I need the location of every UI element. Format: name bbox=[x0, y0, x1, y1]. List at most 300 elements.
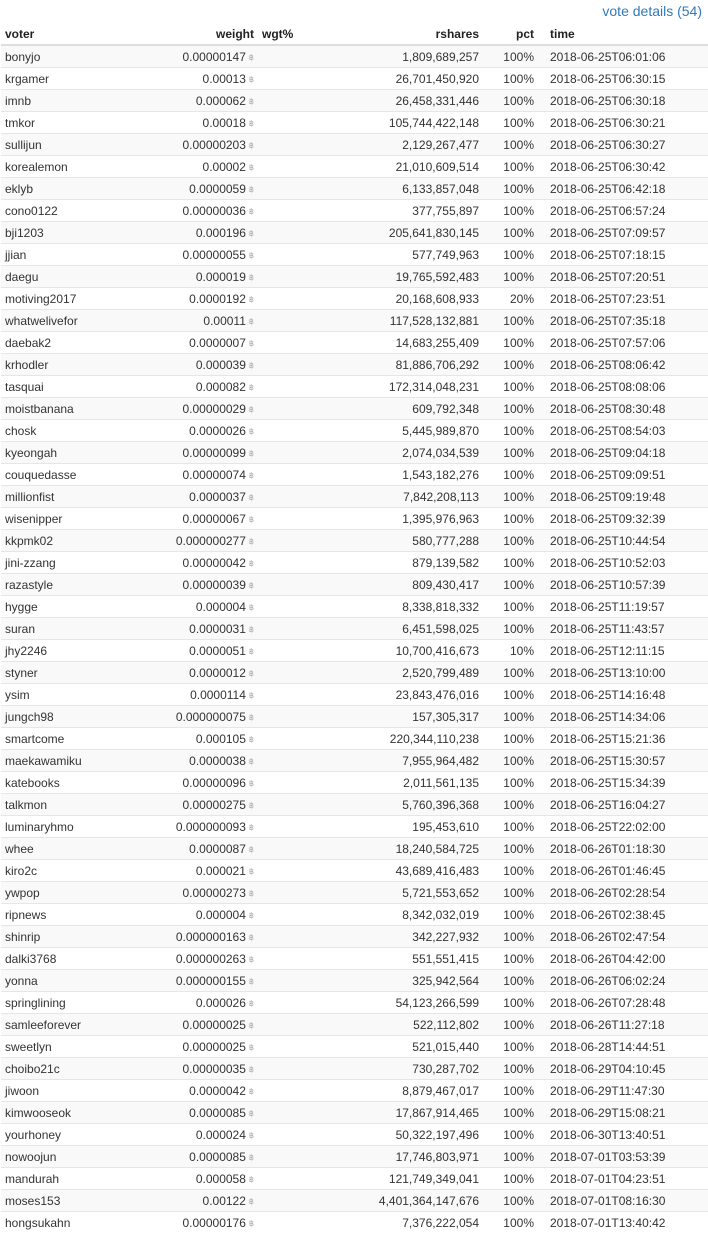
vote-row bbox=[1, 574, 708, 596]
pct-cell bbox=[483, 156, 538, 178]
wgt-pct-cell bbox=[258, 1014, 311, 1036]
pct-cell bbox=[483, 552, 538, 574]
pct-cell-value: 100% bbox=[503, 775, 534, 790]
pct-cell bbox=[483, 684, 538, 706]
wgt-pct-cell bbox=[258, 662, 311, 684]
voter-cell-value: nowoojun bbox=[5, 1149, 57, 1164]
pct-cell-value: 100% bbox=[503, 511, 534, 526]
rshares-cell-value: 18,240,584,725 bbox=[395, 841, 479, 856]
weight-cell-value: 0.0000059 bbox=[189, 181, 246, 196]
rshares-cell bbox=[311, 45, 483, 68]
pct-cell bbox=[483, 706, 538, 728]
wgt-pct-cell bbox=[258, 508, 311, 530]
vote-row bbox=[1, 354, 708, 376]
time-cell-value: 2018-06-25T06:30:21 bbox=[550, 115, 666, 130]
pct-cell-value: 100% bbox=[503, 423, 534, 438]
time-cell bbox=[538, 1124, 708, 1146]
rshares-cell-value: 577,749,963 bbox=[412, 247, 479, 262]
vote-row bbox=[1, 486, 708, 508]
weight-unit-icon: ฿ bbox=[248, 690, 254, 700]
voter-cell bbox=[1, 1058, 159, 1080]
weight-cell bbox=[159, 266, 258, 288]
pct-cell bbox=[483, 904, 538, 926]
time-cell bbox=[538, 1212, 708, 1234]
weight-cell bbox=[159, 1190, 258, 1212]
voter-cell-value: jini-zzang bbox=[5, 555, 56, 570]
voter-cell bbox=[1, 530, 159, 552]
voter-cell bbox=[1, 310, 159, 332]
voter-cell bbox=[1, 244, 159, 266]
wgt-pct-cell bbox=[258, 1102, 311, 1124]
weight-unit-icon: ฿ bbox=[248, 338, 254, 348]
time-cell bbox=[538, 68, 708, 90]
weight-cell-value: 0.000058 bbox=[195, 1171, 246, 1186]
time-cell bbox=[538, 464, 708, 486]
weight-cell-value: 0.00000036 bbox=[182, 203, 246, 218]
time-cell bbox=[538, 838, 708, 860]
column-header-wgt-pct[interactable]: wgt% bbox=[258, 24, 311, 45]
voter-cell-value: bonyjo bbox=[5, 49, 41, 64]
rshares-cell-value: 54,123,266,599 bbox=[395, 995, 479, 1010]
weight-cell-value: 0.00000096 bbox=[182, 775, 246, 790]
pct-cell-value: 100% bbox=[503, 137, 534, 152]
vote-row bbox=[1, 266, 708, 288]
rshares-cell bbox=[311, 1146, 483, 1168]
weight-cell-value: 0.000004 bbox=[195, 907, 246, 922]
pct-cell-value: 100% bbox=[503, 49, 534, 64]
voter-cell bbox=[1, 772, 159, 794]
time-cell bbox=[538, 310, 708, 332]
time-cell-value: 2018-06-25T06:30:15 bbox=[550, 71, 666, 86]
time-cell bbox=[538, 354, 708, 376]
weight-cell-value: 0.00000025 bbox=[182, 1017, 246, 1032]
pct-cell bbox=[483, 1124, 538, 1146]
rshares-cell bbox=[311, 376, 483, 398]
voter-cell-value: jiwoon bbox=[5, 1083, 40, 1098]
voter-cell bbox=[1, 45, 159, 68]
pct-cell bbox=[483, 926, 538, 948]
wgt-pct-cell bbox=[258, 134, 311, 156]
vote-row bbox=[1, 750, 708, 772]
weight-cell bbox=[159, 508, 258, 530]
time-cell-value: 2018-06-25T09:19:48 bbox=[550, 489, 666, 504]
weight-cell bbox=[159, 596, 258, 618]
time-cell bbox=[538, 662, 708, 684]
weight-unit-icon: ฿ bbox=[248, 1064, 254, 1074]
voter-cell-value: sweetlyn bbox=[5, 1039, 52, 1054]
pct-cell bbox=[483, 420, 538, 442]
voter-cell-value: mandurah bbox=[5, 1171, 60, 1186]
wgt-pct-cell bbox=[258, 1168, 311, 1190]
time-cell-value: 2018-06-25T10:44:54 bbox=[550, 533, 666, 548]
pct-cell-value: 100% bbox=[503, 687, 534, 702]
rshares-cell-value: 4,401,364,147,676 bbox=[378, 1193, 479, 1208]
pct-cell-value: 100% bbox=[503, 159, 534, 174]
rshares-cell-value: 7,955,964,482 bbox=[402, 753, 479, 768]
wgt-pct-cell bbox=[258, 750, 311, 772]
weight-cell-value: 0.000024 bbox=[195, 1127, 246, 1142]
rshares-cell-value: 6,451,598,025 bbox=[402, 621, 479, 636]
pct-cell bbox=[483, 728, 538, 750]
time-cell-value: 2018-06-25T08:06:42 bbox=[550, 357, 666, 372]
weight-unit-icon: ฿ bbox=[248, 822, 254, 832]
wgt-pct-cell bbox=[258, 45, 311, 68]
voter-cell-value: moistbanana bbox=[5, 401, 74, 416]
pct-cell bbox=[483, 794, 538, 816]
time-cell bbox=[538, 1014, 708, 1036]
time-cell-value: 2018-07-01T08:16:30 bbox=[550, 1193, 666, 1208]
pct-cell-value: 100% bbox=[503, 269, 534, 284]
time-cell bbox=[538, 728, 708, 750]
weight-cell-value: 0.00018 bbox=[202, 115, 246, 130]
weight-cell-value: 0.000196 bbox=[195, 225, 246, 240]
rshares-cell-value: 522,112,802 bbox=[413, 1017, 479, 1032]
rshares-cell bbox=[311, 332, 483, 354]
voter-cell-value: ripnews bbox=[5, 907, 47, 922]
voter-cell bbox=[1, 992, 159, 1014]
time-cell-value: 2018-06-25T06:42:18 bbox=[550, 181, 666, 196]
weight-cell-value: 0.00000025 bbox=[182, 1039, 246, 1054]
voter-cell-value: jungch98 bbox=[5, 709, 54, 724]
vote-row bbox=[1, 1124, 708, 1146]
pct-cell bbox=[483, 1036, 538, 1058]
rshares-cell-value: 21,010,609,514 bbox=[395, 159, 479, 174]
pct-cell-value: 100% bbox=[503, 1083, 534, 1098]
weight-unit-icon: ฿ bbox=[248, 1086, 254, 1096]
column-header-voter[interactable]: voter bbox=[1, 24, 159, 45]
rshares-cell-value: 5,721,553,652 bbox=[402, 885, 479, 900]
vote-row bbox=[1, 134, 708, 156]
weight-cell bbox=[159, 530, 258, 552]
weight-cell bbox=[159, 1102, 258, 1124]
voter-cell bbox=[1, 838, 159, 860]
wgt-pct-cell bbox=[258, 794, 311, 816]
time-cell bbox=[538, 794, 708, 816]
weight-cell bbox=[159, 288, 258, 310]
weight-cell bbox=[159, 926, 258, 948]
weight-unit-icon: ฿ bbox=[248, 756, 254, 766]
rshares-cell bbox=[311, 596, 483, 618]
weight-unit-icon: ฿ bbox=[248, 1196, 254, 1206]
rshares-cell-value: 551,551,415 bbox=[412, 951, 479, 966]
wgt-pct-cell bbox=[258, 354, 311, 376]
voter-cell-value: yonna bbox=[5, 973, 38, 988]
pct-cell bbox=[483, 90, 538, 112]
rshares-cell bbox=[311, 1190, 483, 1212]
vote-row bbox=[1, 1058, 708, 1080]
pct-cell-value: 100% bbox=[503, 181, 534, 196]
rshares-cell bbox=[311, 1168, 483, 1190]
voter-cell-value: whatwelivefor bbox=[5, 313, 78, 328]
weight-cell bbox=[159, 992, 258, 1014]
pct-cell-value: 100% bbox=[503, 357, 534, 372]
pct-cell bbox=[483, 1080, 538, 1102]
voter-cell bbox=[1, 706, 159, 728]
voter-cell-value: tasquai bbox=[5, 379, 44, 394]
time-cell-value: 2018-06-25T06:01:06 bbox=[550, 49, 666, 64]
rshares-cell-value: 2,520,799,489 bbox=[402, 665, 479, 680]
time-cell bbox=[538, 90, 708, 112]
pct-cell-value: 100% bbox=[503, 203, 534, 218]
weight-cell bbox=[159, 200, 258, 222]
voter-cell bbox=[1, 904, 159, 926]
rshares-cell-value: 17,746,803,971 bbox=[395, 1149, 479, 1164]
weight-cell-value: 0.0000012 bbox=[189, 665, 246, 680]
voter-cell-value: katebooks bbox=[5, 775, 60, 790]
time-cell bbox=[538, 1168, 708, 1190]
weight-cell-value: 0.0000085 bbox=[189, 1105, 246, 1120]
voter-cell-value: wisenipper bbox=[5, 511, 63, 526]
voter-cell bbox=[1, 222, 159, 244]
weight-cell-value: 0.00000176 bbox=[182, 1215, 246, 1230]
weight-unit-icon: ฿ bbox=[248, 800, 254, 810]
pct-cell-value: 20% bbox=[509, 291, 534, 306]
rshares-cell-value: 879,139,582 bbox=[412, 555, 479, 570]
pct-cell bbox=[483, 508, 538, 530]
pct-cell-value: 100% bbox=[503, 599, 534, 614]
weight-cell-value: 0.00000275 bbox=[182, 797, 246, 812]
time-cell-value: 2018-06-25T07:09:57 bbox=[550, 225, 666, 240]
rshares-cell-value: 2,074,034,539 bbox=[402, 445, 479, 460]
vote-row bbox=[1, 684, 708, 706]
time-cell bbox=[538, 442, 708, 464]
time-cell bbox=[538, 750, 708, 772]
weight-cell bbox=[159, 684, 258, 706]
voter-cell-value: luminaryhmo bbox=[5, 819, 74, 834]
rshares-cell-value: 325,942,564 bbox=[412, 973, 479, 988]
vote-row bbox=[1, 948, 708, 970]
pct-cell-value: 100% bbox=[503, 445, 534, 460]
weight-cell bbox=[159, 310, 258, 332]
voter-cell-value: bji1203 bbox=[5, 225, 44, 240]
rshares-cell bbox=[311, 1212, 483, 1234]
wgt-pct-cell bbox=[258, 288, 311, 310]
rshares-cell-value: 23,843,476,016 bbox=[395, 687, 479, 702]
rshares-cell bbox=[311, 838, 483, 860]
weight-cell-value: 0.00011 bbox=[203, 313, 246, 328]
weight-unit-icon: ฿ bbox=[248, 74, 254, 84]
wgt-pct-cell bbox=[258, 530, 311, 552]
voter-cell bbox=[1, 640, 159, 662]
rshares-cell-value: 8,342,032,019 bbox=[402, 907, 479, 922]
voter-cell bbox=[1, 178, 159, 200]
weight-unit-icon: ฿ bbox=[248, 1020, 254, 1030]
voter-cell bbox=[1, 332, 159, 354]
rshares-cell bbox=[311, 618, 483, 640]
weight-cell bbox=[159, 1212, 258, 1234]
time-cell bbox=[538, 222, 708, 244]
time-cell bbox=[538, 1058, 708, 1080]
wgt-pct-cell bbox=[258, 684, 311, 706]
time-cell bbox=[538, 882, 708, 904]
weight-unit-icon: ฿ bbox=[248, 184, 254, 194]
rshares-cell bbox=[311, 970, 483, 992]
weight-cell bbox=[159, 1080, 258, 1102]
weight-cell bbox=[159, 156, 258, 178]
weight-unit-icon: ฿ bbox=[248, 316, 254, 326]
time-cell-value: 2018-06-25T07:35:18 bbox=[550, 313, 666, 328]
time-cell-value: 2018-06-26T04:42:00 bbox=[550, 951, 666, 966]
weight-cell-value: 0.00002 bbox=[202, 159, 246, 174]
voter-cell-value: suran bbox=[5, 621, 36, 636]
weight-unit-icon: ฿ bbox=[248, 734, 254, 744]
voter-cell bbox=[1, 970, 159, 992]
pct-cell bbox=[483, 948, 538, 970]
weight-cell-value: 0.0000031 bbox=[189, 621, 246, 636]
voter-cell bbox=[1, 156, 159, 178]
weight-cell-value: 0.00000055 bbox=[182, 247, 246, 262]
weight-unit-icon: ฿ bbox=[248, 448, 254, 458]
voter-cell-value: krgamer bbox=[5, 71, 50, 86]
weight-cell-value: 0.000019 bbox=[195, 269, 246, 284]
time-cell-value: 2018-06-25T07:20:51 bbox=[550, 269, 666, 284]
vote-row bbox=[1, 112, 708, 134]
voter-cell-value: springlining bbox=[5, 995, 66, 1010]
rshares-cell-value: 2,129,267,477 bbox=[402, 137, 479, 152]
weight-cell-value: 0.00000035 bbox=[182, 1061, 246, 1076]
weight-cell-value: 0.000021 bbox=[195, 863, 246, 878]
weight-unit-icon: ฿ bbox=[248, 932, 254, 942]
vote-details-link[interactable]: vote details (54) bbox=[602, 3, 702, 19]
voter-cell-value: daebak2 bbox=[5, 335, 52, 350]
weight-cell bbox=[159, 970, 258, 992]
wgt-pct-cell bbox=[258, 904, 311, 926]
column-header-weight[interactable]: weight bbox=[159, 24, 258, 45]
weight-unit-icon: ฿ bbox=[248, 1218, 254, 1228]
voter-cell-value: chosk bbox=[5, 423, 37, 438]
time-cell-value: 2018-06-30T13:40:51 bbox=[550, 1127, 666, 1142]
rshares-cell-value: 19,765,592,483 bbox=[395, 269, 479, 284]
vote-row bbox=[1, 618, 708, 640]
pct-cell-value: 100% bbox=[503, 1105, 534, 1120]
vote-row bbox=[1, 398, 708, 420]
pct-cell-value: 100% bbox=[503, 731, 534, 746]
time-cell-value: 2018-06-25T09:32:39 bbox=[550, 511, 666, 526]
time-cell bbox=[538, 618, 708, 640]
rshares-cell bbox=[311, 288, 483, 310]
column-header-time[interactable]: time bbox=[538, 24, 708, 45]
time-cell-value: 2018-06-29T04:10:45 bbox=[550, 1061, 666, 1076]
weight-unit-icon: ฿ bbox=[248, 844, 254, 854]
vote-row bbox=[1, 662, 708, 684]
pct-cell bbox=[483, 640, 538, 662]
weight-cell-value: 0.00000099 bbox=[182, 445, 246, 460]
voter-cell-value: styner bbox=[5, 665, 38, 680]
rshares-cell-value: 121,749,349,041 bbox=[388, 1171, 479, 1186]
rshares-cell-value: 521,015,440 bbox=[412, 1039, 479, 1054]
weight-cell bbox=[159, 750, 258, 772]
weight-cell-value: 0.00013 bbox=[202, 71, 246, 86]
voter-cell bbox=[1, 860, 159, 882]
rshares-cell-value: 7,376,222,054 bbox=[402, 1215, 479, 1230]
weight-cell-value: 0.0000192 bbox=[189, 291, 246, 306]
column-header-pct[interactable]: pct bbox=[483, 24, 538, 45]
vote-row bbox=[1, 332, 708, 354]
weight-unit-icon: ฿ bbox=[248, 404, 254, 414]
pct-cell bbox=[483, 288, 538, 310]
weight-unit-icon: ฿ bbox=[248, 668, 254, 678]
wgt-pct-cell bbox=[258, 838, 311, 860]
wgt-pct-cell bbox=[258, 464, 311, 486]
pct-cell bbox=[483, 134, 538, 156]
vote-row bbox=[1, 310, 708, 332]
wgt-pct-cell bbox=[258, 1146, 311, 1168]
rshares-cell bbox=[311, 156, 483, 178]
voter-cell bbox=[1, 926, 159, 948]
time-cell-value: 2018-06-25T10:52:03 bbox=[550, 555, 666, 570]
vote-row bbox=[1, 222, 708, 244]
pct-cell-value: 100% bbox=[503, 841, 534, 856]
rshares-cell bbox=[311, 904, 483, 926]
wgt-pct-cell bbox=[258, 1124, 311, 1146]
weight-unit-icon: ฿ bbox=[248, 910, 254, 920]
pct-cell-value: 100% bbox=[503, 665, 534, 680]
weight-unit-icon: ฿ bbox=[248, 294, 254, 304]
pct-cell-value: 100% bbox=[503, 467, 534, 482]
weight-cell bbox=[159, 728, 258, 750]
weight-cell bbox=[159, 1058, 258, 1080]
time-cell bbox=[538, 508, 708, 530]
rshares-cell bbox=[311, 1014, 483, 1036]
voter-cell bbox=[1, 794, 159, 816]
time-cell bbox=[538, 552, 708, 574]
wgt-pct-cell bbox=[258, 816, 311, 838]
weight-cell-value: 0.00000074 bbox=[182, 467, 246, 482]
wgt-pct-cell bbox=[258, 882, 311, 904]
time-cell-value: 2018-06-25T09:09:51 bbox=[550, 467, 666, 482]
vote-row bbox=[1, 442, 708, 464]
voter-cell-value: smartcome bbox=[5, 731, 65, 746]
weight-unit-icon: ฿ bbox=[248, 1130, 254, 1140]
pct-cell bbox=[483, 772, 538, 794]
weight-cell-value: 0.000000093 bbox=[175, 819, 246, 834]
weight-cell bbox=[159, 640, 258, 662]
weight-cell-value: 0.00000042 bbox=[182, 555, 246, 570]
time-cell bbox=[538, 244, 708, 266]
rshares-cell bbox=[311, 684, 483, 706]
time-cell-value: 2018-06-26T01:46:45 bbox=[550, 863, 666, 878]
rshares-cell-value: 7,842,208,113 bbox=[403, 489, 479, 504]
pct-cell bbox=[483, 1190, 538, 1212]
weight-cell-value: 0.00000067 bbox=[182, 511, 246, 526]
rshares-cell bbox=[311, 420, 483, 442]
weight-cell-value: 0.0000085 bbox=[189, 1149, 246, 1164]
wgt-pct-cell bbox=[258, 222, 311, 244]
wgt-pct-cell bbox=[258, 948, 311, 970]
rshares-cell bbox=[311, 464, 483, 486]
rshares-cell-value: 8,338,818,332 bbox=[402, 599, 479, 614]
column-header-rshares[interactable]: rshares bbox=[311, 24, 483, 45]
pct-cell bbox=[483, 442, 538, 464]
rshares-cell-value: 10,700,416,673 bbox=[395, 643, 479, 658]
pct-cell-value: 100% bbox=[503, 1171, 534, 1186]
weight-cell-value: 0.00000147 bbox=[182, 49, 246, 64]
voter-cell bbox=[1, 200, 159, 222]
voter-cell-value: ysim bbox=[5, 687, 30, 702]
time-cell-value: 2018-06-25T11:19:57 bbox=[550, 599, 665, 614]
voter-cell-value: choibo21c bbox=[5, 1061, 60, 1076]
vote-row bbox=[1, 904, 708, 926]
voter-cell-value: krhodler bbox=[5, 357, 49, 372]
weight-unit-icon: ฿ bbox=[248, 140, 254, 150]
pct-cell-value: 100% bbox=[503, 489, 534, 504]
vote-row bbox=[1, 90, 708, 112]
rshares-cell bbox=[311, 860, 483, 882]
weight-cell bbox=[159, 90, 258, 112]
time-cell bbox=[538, 816, 708, 838]
pct-cell bbox=[483, 1102, 538, 1124]
weight-cell-value: 0.000105 bbox=[195, 731, 246, 746]
